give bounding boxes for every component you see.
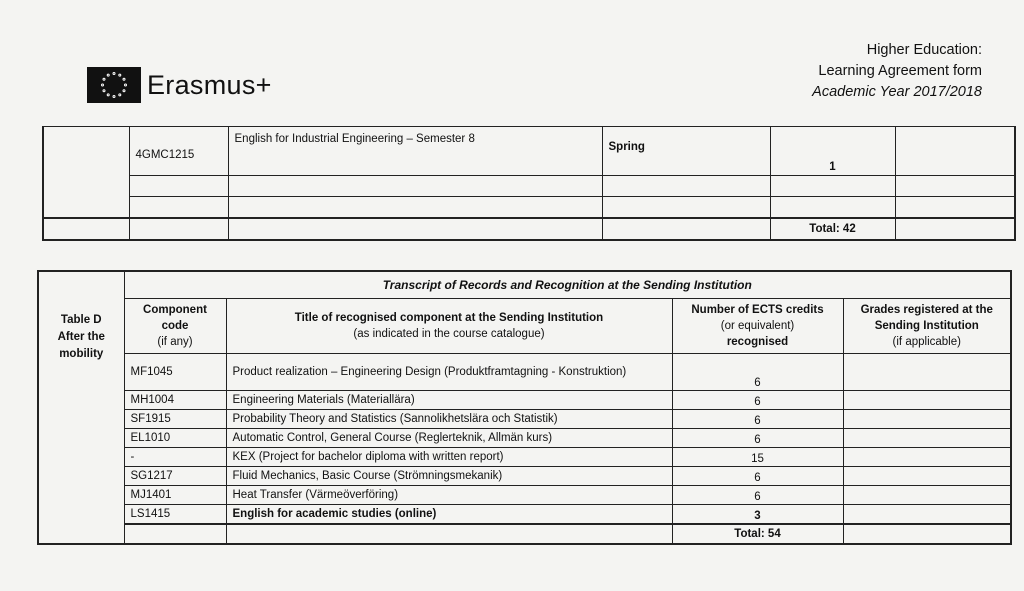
ects-credits: 15 — [672, 448, 843, 467]
form-header — [812, 40, 982, 103]
component-title: Product realization – Engineering Design (Produktframtagning - Konstruktion) — [226, 354, 672, 391]
component-title: Heat Transfer (Värmeöverföring) — [226, 486, 672, 505]
table-row — [38, 410, 1011, 429]
ects-credits: 6 — [672, 391, 843, 410]
header-line-2: Learning Agreement form — [818, 63, 982, 79]
header-title — [226, 299, 672, 354]
empty-cell — [124, 524, 226, 544]
header-line: Sending Institution — [874, 320, 979, 332]
component-title: Probability Theory and Statistics (Sannolikhetslära och Statistik) — [226, 410, 672, 429]
ects-credits: 6 — [672, 467, 843, 486]
empty-cell — [129, 176, 228, 197]
header-line: recognised — [726, 336, 789, 348]
eu-flag-icon — [87, 67, 141, 103]
table-d-label-line: After the — [57, 331, 105, 343]
grade-cell — [843, 410, 1011, 429]
table-row — [38, 429, 1011, 448]
component-code: MJ1401 — [124, 486, 226, 505]
header-grades — [843, 299, 1011, 354]
grade-cell — [843, 354, 1011, 391]
header-ects — [672, 299, 843, 354]
ects-credits: 6 — [672, 429, 843, 448]
component-code: MF1045 — [124, 354, 226, 391]
component-code: LS1415 — [124, 505, 226, 525]
grade-cell — [843, 429, 1011, 448]
previous-table-continuation — [42, 126, 1016, 241]
empty-cell — [602, 176, 770, 197]
table-row — [43, 197, 1015, 219]
header-component-code — [124, 299, 226, 354]
empty-cell — [770, 176, 895, 197]
empty-cell — [129, 218, 228, 240]
table-caption: Transcript of Records and Recognition at the Sending Institution — [124, 271, 1011, 299]
header-line: (as indicated in the course catalogue) — [353, 328, 545, 340]
blank-side-cell — [43, 127, 129, 219]
header-line: Component — [143, 304, 207, 316]
component-title: Engineering Materials (Materiallära) — [226, 391, 672, 410]
empty-cell — [43, 218, 129, 240]
header-line: (if applicable) — [892, 336, 961, 348]
empty-cell — [602, 218, 770, 240]
component-title: English for academic studies (online) — [226, 505, 672, 525]
empty-cell — [895, 176, 1015, 197]
empty-cell — [228, 176, 602, 197]
component-code: EL1010 — [124, 429, 226, 448]
empty-cell — [228, 197, 602, 219]
total-credits: Total: 54 — [672, 524, 843, 544]
empty-cell — [895, 218, 1015, 240]
header-line: (if any) — [157, 336, 193, 348]
logo-text: Erasmus+ — [147, 69, 272, 100]
ects-credits: 3 — [672, 505, 843, 525]
total-row — [43, 218, 1015, 240]
academic-year: Academic Year 2017/2018 — [812, 84, 982, 100]
empty-cell — [602, 197, 770, 219]
empty-cell — [843, 524, 1011, 544]
component-code: SG1217 — [124, 467, 226, 486]
table-row — [38, 467, 1011, 486]
empty-cell — [770, 197, 895, 219]
grade-cell — [843, 486, 1011, 505]
empty-cell — [228, 218, 602, 240]
caption-row — [38, 271, 1011, 299]
component-code: - — [124, 448, 226, 467]
component-code: MH1004 — [124, 391, 226, 410]
header-line: Title of recognised component at the Sending Institution — [294, 312, 604, 324]
header-line: code — [161, 320, 189, 332]
empty-cell — [895, 127, 1015, 176]
header-line: (or equivalent) — [720, 320, 795, 332]
header-row — [38, 299, 1011, 354]
grade-cell — [843, 391, 1011, 410]
table-d-label — [38, 271, 124, 544]
grade-cell — [843, 467, 1011, 486]
semester: Spring — [602, 127, 770, 176]
component-title: KEX (Project for bachelor diploma with written report) — [226, 448, 672, 467]
table-row — [43, 127, 1015, 176]
table-row — [38, 505, 1011, 525]
component-code: SF1915 — [124, 410, 226, 429]
header-line-1: Higher Education: — [866, 42, 982, 58]
total-credits: Total: 42 — [770, 218, 895, 240]
table-d-label-line: mobility — [59, 348, 104, 360]
grade-cell — [843, 448, 1011, 467]
ects-credits: 6 — [672, 354, 843, 391]
header-line: Grades registered at the — [860, 304, 993, 316]
header-line: Number of ECTS credits — [691, 304, 824, 316]
erasmus-logo — [87, 67, 272, 103]
table-row — [38, 354, 1011, 391]
grade-cell — [843, 505, 1011, 525]
component-code: 4GMC1215 — [129, 127, 228, 176]
table-d-transcript — [37, 270, 1012, 545]
component-title: Fluid Mechanics, Basic Course (Strömningsmekanik) — [226, 467, 672, 486]
empty-cell — [226, 524, 672, 544]
ects-credits: 6 — [672, 486, 843, 505]
table-row — [43, 176, 1015, 197]
table-row — [38, 391, 1011, 410]
table-row — [38, 486, 1011, 505]
table-d-label-line: Table D — [60, 314, 102, 326]
component-title: English for Industrial Engineering – Semester 8 — [228, 127, 602, 176]
empty-cell — [895, 197, 1015, 219]
ects-credits: 6 — [672, 410, 843, 429]
total-row — [38, 524, 1011, 544]
empty-cell — [129, 197, 228, 219]
table-row — [38, 448, 1011, 467]
credits: 1 — [770, 127, 895, 176]
component-title: Automatic Control, General Course (Reglerteknik, Allmän kurs) — [226, 429, 672, 448]
